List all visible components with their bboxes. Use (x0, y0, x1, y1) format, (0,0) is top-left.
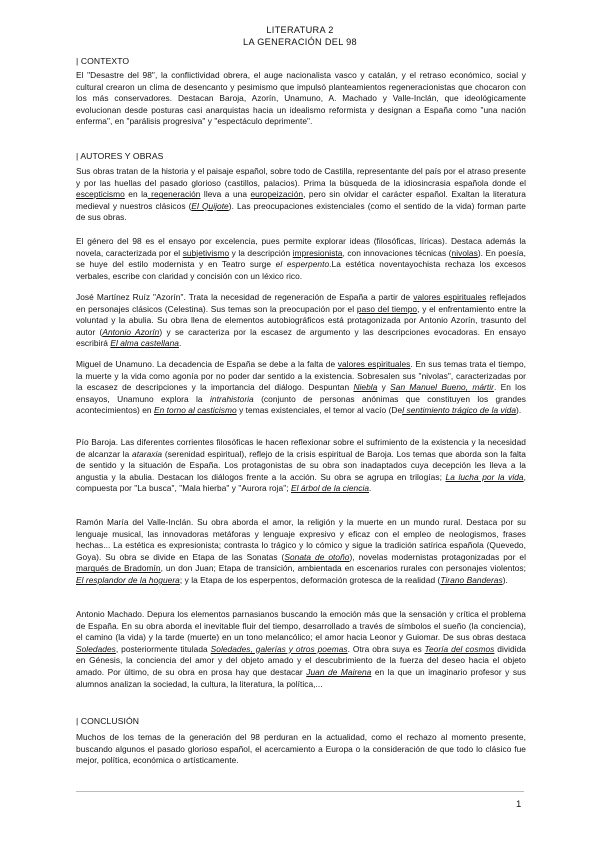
term-esperpento: el esperpento (275, 259, 330, 270)
work-sonata-otono: Sonata de otoño (284, 551, 350, 562)
term-nivolas: nivolas (451, 247, 478, 258)
term-valores-espirituales: valores espirituales (337, 359, 411, 369)
footer-divider (76, 791, 524, 792)
work-soledades-galerias: Soledades, galerías y otros poemas (210, 643, 348, 654)
term-escepticismo: escepticismo (76, 189, 125, 200)
work-teoria-cosmos: Teoría del cosmos (424, 643, 495, 654)
term-paso-del-tiempo: paso del tiempo (356, 303, 418, 314)
paragraph-machado: Antonio Machado. Depura los elementos parnasianos buscando la emoción más que la sensación y crítica el problema de España. En su obra aborda el inevitable fluir del tiempo, desarrollado a través de símbolos el sueño (la conciencia), el camino (la vida) y la tarde (muerte) en un tono melancólico; el amor hacia Leonor y Guiomar. De sus obras destaca Soledades, posteriormente titulada Soledades, galerías y otros poemas. Otra obra suya es Teoría del cosmos dividida en Génesis, la conciencia del amor y del objeto amado y el descubrimiento de la fuerza del deseo hacia el objeto amado. Por último, de su obra en prosa hay que destacar Juan de Mairena en la que un imaginario profesor y sus alumnos analizan la sociedad, la cultura, la literatura, la política,... (76, 609, 527, 689)
paragraph-conclusion: Muchos de los temas de la generación del 98 perduran en la actualidad, como el rechazo al momento presente, buscando algunos el pasado glorioso español, el acercamiento a Europa o la consideración de que todo lo clásico fue mejor, política, económica o artísticamente. (76, 732, 526, 766)
paragraph-unamuno: Miguel de Unamuno. La decadencia de España se debe a la falta de valores espirituales. En sus temas trata el tiempo, la muerte y la vida como agonía por no poder dar sentido a la existencia. Sobresalen sus "nivolas", caracterizadas por la escasez de descripciones y la importancia del diálogo. Despuntan Niebla y San Manuel Bueno, mártir. En los ensayos, Unamuno explora la intrahistoria (conjunto de personas anónimas que constituyen los grandes acontecimientos) en En torno al casticismo y temas existenciales, el temor al vacío (Del sentimiento trágico de la vida). (76, 359, 527, 416)
paragraph-baroja: Pío Baroja. Las diferentes corrientes filosóficas le hacen reflexionar sobre el sufrimiento de la existencia y la necesidad de alcanzar la ataraxia (serenidad espiritual), reflejo de la crisis espiritual de Baroja. Los temas que aborda son la falta de sentido y la situación de España. Los protagonistas de su obra son inadaptados cuya decepción les lleva a la angustia y la abulia. Destacan los diálogos frente a la acción. Su obra se agrupa en trilogías; La lucha por la vida, compuesta por "La busca", "Mala hierba" y "Aurora roja"; El árbol de la ciencia. (76, 437, 526, 494)
term-ataraxia: ataraxia (132, 448, 163, 459)
work-casticismo: En torno al casticismo (154, 405, 237, 416)
document-subtitle: LA GENERACIÓN DEL 98 (243, 37, 357, 47)
work-niebla: Niebla (353, 382, 378, 393)
work-soledades: Soledades (76, 643, 116, 654)
term-intrahistoria: intrahistoria (209, 393, 254, 404)
page-number: 1 (516, 799, 522, 810)
work-resplandor-hoguera: El resplandor de la hoguera (76, 574, 180, 585)
term-regeneracion: regeneración (147, 189, 201, 200)
paragraph-temas: Sus obras tratan de la historia y el paisaje español, sobre todo de Castilla, representante del país por el atraso presente y por las huellas del pasado glorioso (castillos, palacios). Prima la búsqueda de la idiosincrasia española donde el escepticismo en la regeneración lleva a una europeización, pero sin olvidar el carácter español. Exaltan la literatura medieval y nuestros clásicos (El Quijote). Las preocupaciones existenciales (como el sentido de la vida) forman parte de sus obras. (76, 166, 526, 223)
work-antonio-azorin: Antonio Azorín (102, 326, 160, 337)
section-heading-contexto: | CONTEXTO (76, 56, 130, 66)
term-bradomin: marqués de Bradomín (76, 563, 161, 574)
term-subjetivismo: subjetivismo (182, 247, 230, 258)
work-san-manuel: San Manuel Bueno, mártir (390, 382, 494, 393)
paragraph-contexto: El "Desastre del 98", la conflictividad obrera, el auge nacionalista vasco y catalán, y el retraso económico, social y cultural crearon un clima de desencanto y pesimismo que impulsó planteamientos regeneracionistas que chocaron con los más conservadores. Destacan Baroja, Azorín, Unamuno, A. Machado y Valle-Inclán, que ideológicamente evolucionan desde posturas casi anarquistas hacia un idealismo reformista y designan a España como "una nación enferma", en "parálisis progresiva" y "espectáculo deprimente". (76, 70, 526, 127)
work-quijote: El Quijote (191, 200, 229, 211)
term-europeizacion: europeización (250, 189, 304, 200)
work-sentimiento-tragico: l sentimiento trágico de la vida (402, 405, 517, 416)
work-juan-de-mairena: Juan de Mairena (306, 666, 372, 677)
work-tirano-banderas: Tirano Banderas (440, 574, 503, 585)
document-title: LITERATURA 2 (266, 25, 334, 35)
work-lucha-por-la-vida: La lucha por la vida (445, 471, 524, 482)
work-arbol-ciencia: El árbol de la ciencia (290, 483, 370, 494)
section-heading-autores: | AUTORES Y OBRAS (76, 151, 164, 161)
paragraph-genero: El género del 98 es el ensayo por excelencia, pues permite explorar ideas (filosóficas, líricas). Destaca además la novela, caracterizada por el subjetivismo y la descripción impresionista, con innovaciones técnicas (nivolas). En poesía, se huye del estilo modernista y en Teatro surge el esperpento.La estética noventayochista rechaza los excesos verbales, escribe con claridad y concisión con un léxico rico. (76, 236, 526, 281)
paragraph-valle-inclan: Ramón María del Valle-Inclán. Su obra aborda el amor, la religión y la muerte en un mundo rural. Destaca por su lenguaje musical, las innovadoras metáforas y lenguaje expresivo y eficaz con el empleo de neologismos, frases hechas... La estética es expresionista; contrasta lo trágico y lo cómico y sigue la tradición satírica española (Quevedo, Goya). Su obra se divide en Etapa de las Sonatas (Sonata de otoño), novelas modernistas protagonizadas por el marqués de Bradomín, un don Juan; Etapa de transición, ambientada en escenarios rurales con personajes violentos; El resplandor de la hoguera; y la Etapa de los esperpentos, deformación grotesca de la realidad (Tirano Banderas). (76, 517, 526, 585)
term-impresionista: impresionista (292, 247, 343, 258)
work-alma-castellana: El alma castellana (110, 338, 179, 349)
paragraph-azorin: José Martínez Ruíz "Azorín". Trata la necesidad de regeneración de España a partir de valores espirituales reflejados en personajes clásicos (Celestina). Sus temas son la preocupación por el paso del tiempo, y el enfrentamiento entre la voluntad y la abulia. Su obra llena de elementos autobiográficos está protagonizada por Antonio Azorín, trasunto del autor (Antonio Azorín) y se caracteriza por la escasez de argumento y las descripciones evocadoras. En ensayo escribirá El alma castellana. (76, 292, 527, 349)
term-valores-espirituales: valores espirituales (413, 292, 487, 302)
section-heading-conclusion: | CONCLUSIÓN (76, 716, 140, 726)
